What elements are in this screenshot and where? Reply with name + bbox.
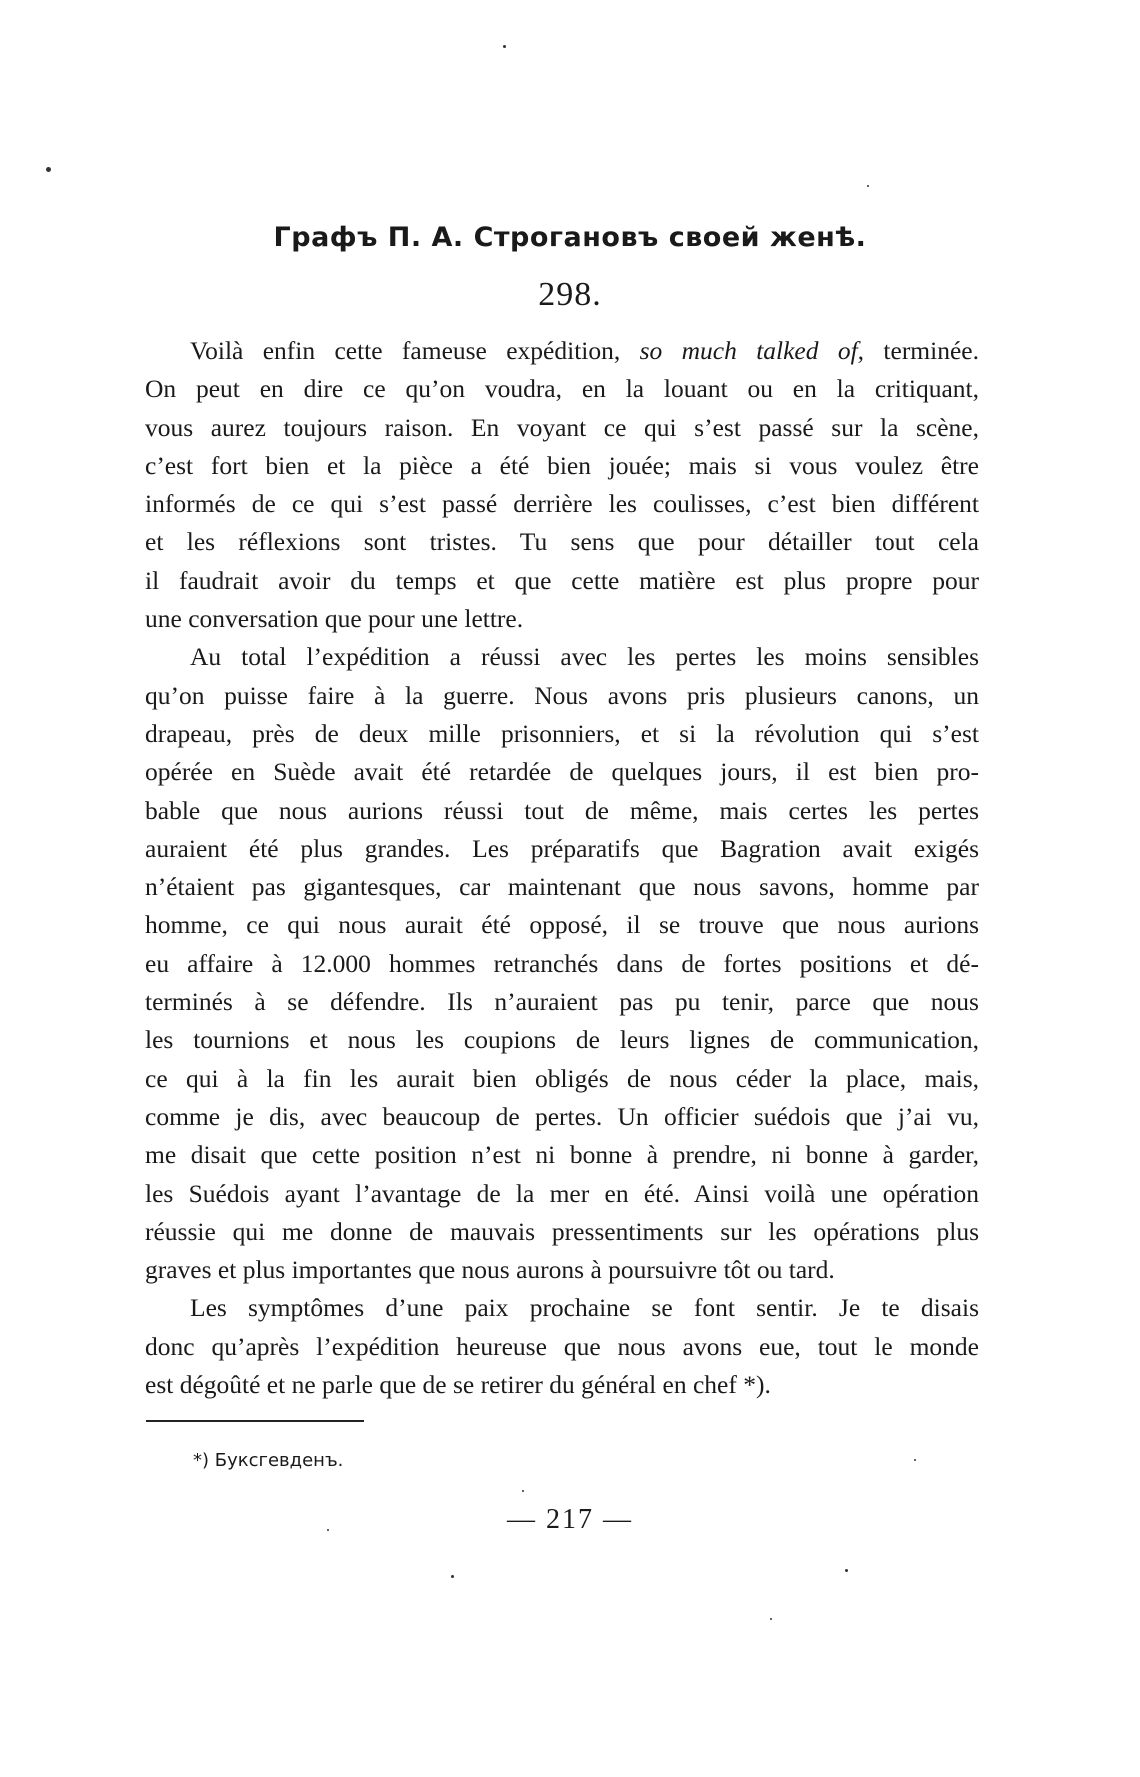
scan-speck [867, 185, 869, 187]
text-line: auraient été plus grandes. Les préparatifs que Bagration avait exigés [145, 833, 979, 863]
text-line: est dégoûté et ne parle que de se retirer du général en chef *). [145, 1370, 771, 1400]
scan-speck [503, 45, 506, 48]
text-line: les tournions et nous les coupions de leurs lignes de communication, [145, 1025, 979, 1055]
scan-speck [770, 1618, 772, 1620]
scan-speck [845, 1569, 848, 1572]
page-number: — 217 — [507, 1504, 633, 1535]
scan-speck [451, 1575, 454, 1578]
text-line: Les symptômes d’une paix prochaine se font sentir. Je te disais [190, 1293, 979, 1323]
text-line: terminés à se défendre. Ils n’auraient pas pu tenir, parce que nous [145, 987, 979, 1017]
text-line: bable que nous aurions réussi tout de même, mais certes les pertes [145, 795, 979, 825]
text-line: informés de ce qui s’est passé derrière les coulisses, c’est bien différent [145, 489, 979, 519]
text-line: vous aurez toujours raison. En voyant ce qui s’est passé sur la scène, [145, 412, 979, 442]
letter-number: 298. [538, 276, 602, 313]
text-line: les Suédois ayant l’avantage de la mer en été. Ainsi voilà une opération [145, 1178, 979, 1208]
text-line: On peut en dire ce qu’on voudra, en la louant ou en la critiquant, [145, 374, 979, 404]
text-line: comme je dis, avec beaucoup de pertes. Un officier suédois que j’ai vu, [145, 1101, 979, 1131]
text-line: drapeau, près de deux mille prisonniers, et si la révolution qui s’est [145, 718, 979, 748]
text-line: donc qu’après l’expédition heureuse que nous avons eue, tout le monde [145, 1331, 979, 1361]
scan-speck [46, 167, 51, 172]
letter-heading: Графъ П. А. Строгановъ своей женѣ. [273, 222, 867, 253]
paragraph [145, 332, 979, 638]
text-line: et les réflexions sont tristes. Tu sens que pour détailler tout cela [145, 527, 979, 557]
text-line: une conversation que pour une lettre. [145, 604, 524, 634]
text-line: qu’on puisse faire à la guerre. Nous avons pris plusieurs canons, un [145, 680, 979, 710]
text-line: il faudrait avoir du temps et que cette matière est plus propre pour [145, 565, 979, 595]
footnote: *) Буксгевденъ. [193, 1450, 344, 1471]
text-line: réussie qui me donne de mauvais pressentiments sur les opérations plus [145, 1216, 979, 1246]
text-line: ce qui à la fin les aurait bien obligés de nous céder la place, mais, [145, 1063, 979, 1093]
letter-body [145, 332, 979, 1404]
text-line: graves et plus importantes que nous aurons à poursuivre tôt ou tard. [145, 1255, 835, 1285]
text-line: Au total l’expédition a réussi avec les pertes les moins sensibles [190, 642, 979, 672]
text-line: opérée en Suède avait été retardée de quelques jours, il est bien pro- [145, 757, 979, 787]
text-line: homme, ce qui nous aurait été opposé, il se trouve que nous aurions [145, 910, 979, 940]
text-line: Voilà enfin cette fameuse expédition, so much talked of, terminée. [190, 336, 979, 365]
footnote-divider [146, 1420, 364, 1422]
text-line: me disait que cette position n’est ni bonne à prendre, ni bonne à garder, [145, 1140, 979, 1170]
paragraph [145, 1289, 979, 1404]
english-phrase: so much talked of, [639, 336, 865, 365]
text-line: eu affaire à 12.000 hommes retranchés dans de fortes positions et dé- [145, 948, 979, 978]
text-line: c’est fort bien et la pièce a été bien jouée; mais si vous voulez être [145, 450, 979, 480]
text-line: n’étaient pas gigantesques, car maintenant que nous savons, homme par [145, 872, 979, 902]
paragraph [145, 638, 979, 1289]
scan-speck [522, 1490, 524, 1492]
scan-speck [914, 1459, 916, 1461]
